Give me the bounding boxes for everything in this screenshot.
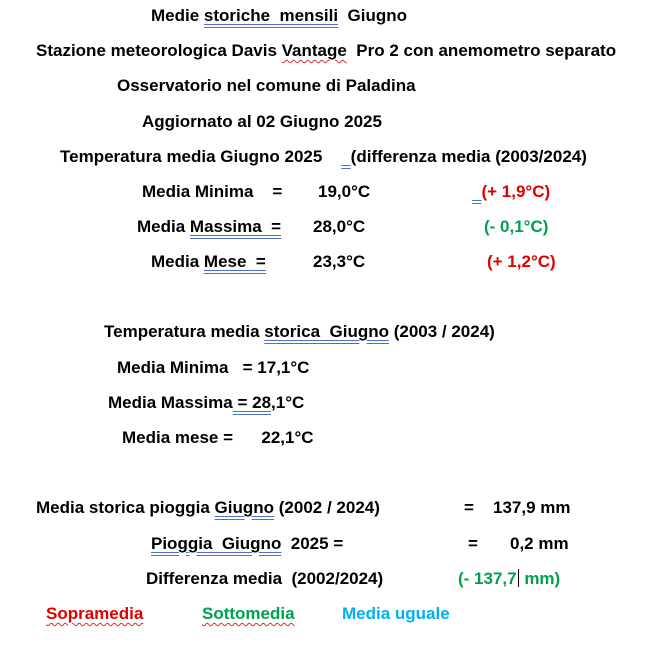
current-min-value: 19,0°C [318,182,371,201]
rain-historic-2: Giugno [214,498,275,517]
current-month-label [151,251,266,273]
observatory-line: Osservatorio nel comune di Paladina [117,76,416,95]
rain-historic-eq: = [464,498,474,517]
current-max-label-2: Massima = [189,217,282,236]
current-max-label-1: Media [137,217,190,236]
rain-historic-1: Media storica pioggia [36,498,215,517]
rain-diff-value [458,568,560,590]
page-title [151,5,407,27]
legend-below: Sottomedia [202,604,295,623]
current-month-label-2: Mese = [203,252,266,271]
rain-historic-3: (2002 / 2024) [274,498,380,517]
historic-max [108,392,304,414]
rain-current-eq: = [468,534,478,553]
historic-max-3: ,1°C [271,393,305,412]
historic-heading-2: storica Giugno [264,322,389,341]
current-max-value: 28,0°C [313,217,366,236]
station-part-2: Vantage [281,41,347,60]
title-part-1: Medie [151,6,204,25]
rain-current-label-1: Pioggia Giugno [151,534,282,553]
updated-line: Aggiornato al 02 Giugno 2025 [142,112,382,131]
current-heading-diff: (differenza media (2003/2024) [350,147,587,166]
historic-heading-3: (2003 / 2024) [388,322,495,341]
historic-max-1: Media Massima [108,393,233,412]
current-heading-gap [341,147,350,166]
current-month-value: 23,3°C [313,252,366,271]
historic-heading-1: Temperatura media [104,322,265,341]
legend-above: Sopramedia [46,604,144,623]
title-part-2: storiche mensili [203,6,339,25]
station-part-3: Pro 2 con anemometro separato [346,41,617,60]
historic-month: Media mese = 22,1°C [122,428,314,447]
historic-min: Media Minima = 17,1°C [117,358,310,377]
current-min-diff [472,181,550,203]
historic-max-2: = 28 [232,393,272,412]
current-min-label: Media Minima = [142,182,283,201]
rain-current-value: 0,2 mm [510,534,569,553]
historic-heading [104,321,495,343]
current-month-diff: (+ 1,2°C) [487,252,556,271]
rain-diff-value-2: mm) [519,569,561,588]
current-month-label-1: Media [151,252,204,271]
rain-historic-value: 137,9 mm [493,498,571,517]
current-max-label [137,216,281,238]
legend-equal: Media uguale [342,604,450,623]
rain-historic-label [36,497,380,519]
rain-diff-label: Differenza media (2002/2024) [146,569,384,588]
current-max-diff: (- 0,1°C) [484,217,549,236]
station-part-1: Stazione meteorologica Davis [36,41,282,60]
text-cursor [518,569,519,587]
rain-current-label [151,533,343,555]
current-min-diff-text: (+ 1,9°C) [481,182,551,201]
station-line [36,40,616,62]
rain-current-label-2: 2025 = [281,534,344,553]
current-heading [60,146,587,168]
rain-diff-value-1: (- 137,7 [458,569,517,588]
title-part-3: Giugno [338,6,408,25]
current-heading-text: Temperatura media Giugno 2025 [60,147,342,166]
